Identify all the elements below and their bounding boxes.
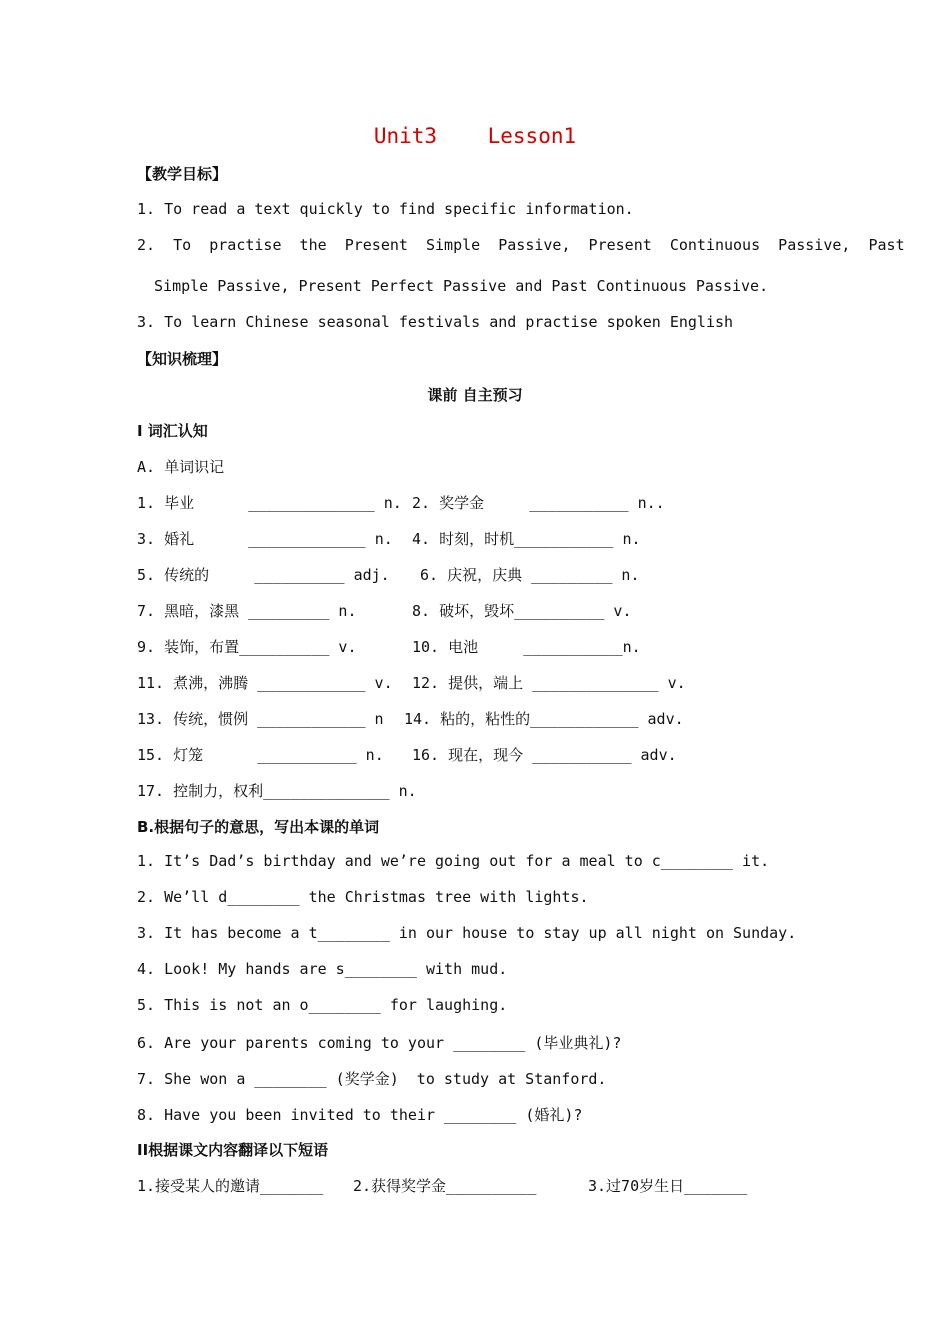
- objective-1: 1. To read a text quickly to find specific information.: [137, 200, 634, 218]
- preview-heading: 课前 自主预习: [427, 386, 523, 404]
- objective-2: 2. To practise the Present Simple Passive, Present Continuous Passive, Past: [137, 236, 905, 254]
- vocab-item: 7. 黑暗，漆黑 _________ n.: [137, 602, 357, 620]
- vocab-item: 14. 粘的，粘性的____________ adv.: [404, 710, 684, 728]
- sentence-item: 5. This is not an o________ for laughing.: [137, 996, 508, 1014]
- vocab-item: 4. 时刻，时机___________ n.: [412, 530, 641, 548]
- sentence-section-heading: B.根据句子的意思，写出本课的单词: [137, 818, 380, 836]
- vocab-item: 17. 控制力，权利______________ n.: [137, 782, 417, 800]
- sentence-item: 8. Have you been invited to their ________ (婚礼)?: [137, 1106, 583, 1124]
- vocab-item: 16. 现在，现今 ___________ adv.: [412, 746, 677, 764]
- sentence-item: 7. She won a ________ (奖学金) to study at Stanford.: [137, 1070, 607, 1088]
- phrase-item: 3.过70岁生日_______: [588, 1177, 748, 1195]
- page-title: Unit3 Lesson1: [373, 124, 577, 148]
- vocab-item: 2. 奖学金 ___________ n..: [412, 494, 665, 512]
- vocab-item: 9. 装饰，布置__________ v.: [137, 638, 357, 656]
- vocab-item: 10. 电池 ___________n.: [412, 638, 641, 656]
- vocab-item: 6. 庆祝，庆典 _________ n.: [420, 566, 640, 584]
- vocab-item: 13. 传统，惯例 ____________ n: [137, 710, 384, 728]
- phrase-item: 1.接受某人的邀请_______: [137, 1177, 324, 1195]
- sentence-item: 3. It has become a t________ in our house to stay up all night on Sunday.: [137, 924, 797, 942]
- vocab-item: 3. 婚礼 _____________ n.: [137, 530, 393, 548]
- sentence-item: 1. It’s Dad’s birthday and we’re going out for a meal to c________ it.: [137, 852, 770, 870]
- objective-3: 3. To learn Chinese seasonal festivals and practise spoken English: [137, 313, 734, 331]
- sentence-item: 6. Are your parents coming to your ________ (毕业典礼)?: [137, 1034, 622, 1052]
- vocab-item: 11. 煮沸，沸腾 ____________ v.: [137, 674, 393, 692]
- objectives-heading: 【教学目标】: [137, 165, 228, 183]
- phrase-item: 2.获得奖学金__________: [353, 1177, 537, 1195]
- vocab-item: 1. 毕业 ______________ n.: [137, 494, 402, 512]
- phrase-section-heading: II根据课文内容翻译以下短语: [137, 1141, 329, 1159]
- vocab-item: 15. 灯笼 ___________ n.: [137, 746, 384, 764]
- word-memory-heading: A. 单词识记: [137, 458, 225, 476]
- vocab-item: 12. 提供，端上 ______________ v.: [412, 674, 686, 692]
- knowledge-heading: 【知识梳理】: [137, 350, 228, 368]
- vocab-item: 8. 破坏，毁坏__________ v.: [412, 602, 632, 620]
- vocab-item: 5. 传统的 __________ adj.: [137, 566, 390, 584]
- sentence-item: 2. We’ll d________ the Christmas tree with lights.: [137, 888, 589, 906]
- vocab-section-heading: I 词汇认知: [137, 422, 208, 440]
- sentence-item: 4. Look! My hands are s________ with mud.: [137, 960, 508, 978]
- objective-2-cont: Simple Passive, Present Perfect Passive and Past Continuous Passive.: [145, 277, 769, 295]
